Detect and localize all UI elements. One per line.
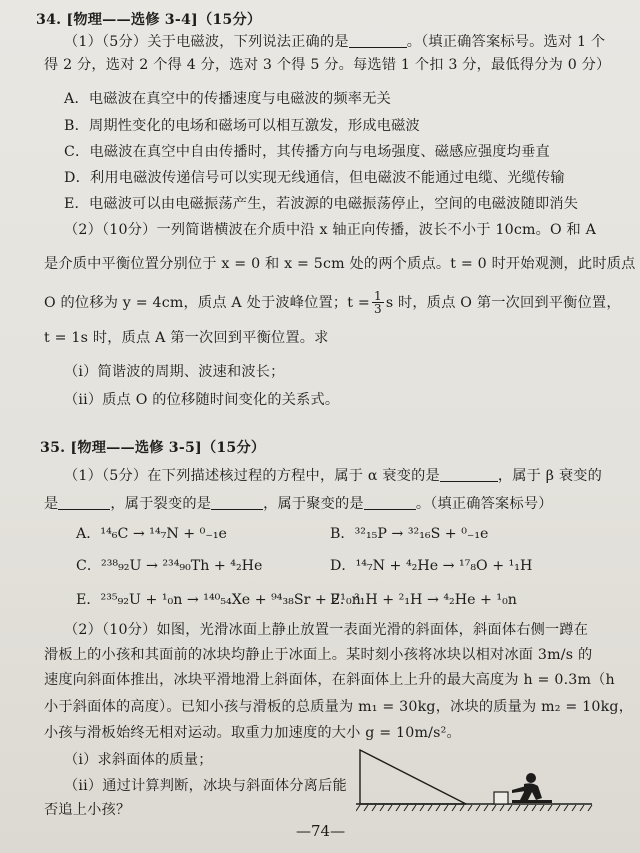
ice-block bbox=[494, 792, 508, 804]
q34-sub-ii: （ii）质点 O 的位移随时间变化的关系式。 bbox=[64, 392, 340, 408]
q34-part1-scoring: 得 2 分，选对 2 个得 4 分，选对 3 个得 5 分。每选错 1 个扣 3 分，最低得分为 0 分） bbox=[44, 57, 611, 73]
q35-part2-line5: 小孩与滑板始终无相对运动。取重力加速度的大小 g = 10m/s²。 bbox=[44, 725, 461, 741]
equation-d: D．¹⁴₇N + ⁴₂He → ¹⁷₈O + ¹₁H bbox=[330, 558, 533, 574]
fraction-denominator: 3 bbox=[374, 302, 382, 316]
q35-part1-c: 是 bbox=[44, 496, 59, 512]
equation-c: C．²³⁸₉₂U → ²³⁴₉₀Th + ⁴₂He bbox=[76, 558, 263, 574]
q35-part2-line1: （2）（10分）如图，光滑冰面上静止放置一表面光滑的斜面体，斜面体右侧一蹲在 bbox=[64, 622, 589, 638]
q35-part2-line2: 滑板上的小孩和其面前的冰块均静止于冰面上。某时刻小孩将冰块以相对冰面 3m/s 的 bbox=[44, 647, 593, 663]
q35-part1-line2 bbox=[44, 494, 553, 514]
answer-blank bbox=[349, 33, 407, 48]
equation-e: E．²³⁵₉₂U + ¹₀n → ¹⁴⁰₅₄Xe + ⁹⁴₃₈Sr + 2¹₀n bbox=[76, 592, 361, 608]
q34-part2-line2: 是介质中平衡位置分别位于 x = 0 和 x = 5cm 处的两个质点。t = 0 时开始观测，此时质点 bbox=[44, 256, 636, 272]
q35-part1-f: 。（填正确答案标号） bbox=[415, 496, 553, 512]
answer-blank-fusion bbox=[364, 495, 416, 510]
equation-b: B．³²₁₅P → ³²₁₆S + ⁰₋₁e bbox=[330, 526, 489, 542]
page-number: —74— bbox=[296, 822, 346, 840]
answer-blank-fission bbox=[211, 495, 263, 510]
q35-part1-line1 bbox=[64, 466, 602, 486]
q34-part2-line4: t = 1s 时，质点 A 第一次回到平衡位置。求 bbox=[44, 330, 329, 346]
sled bbox=[512, 800, 552, 803]
incline-figure bbox=[356, 746, 596, 818]
q34-option-b: B．周期性变化的电场和磁场可以相互激发，形成电磁波 bbox=[64, 118, 420, 134]
q34-part2-line3a: O 的位移为 y = 4cm，质点 A 处于波峰位置；t = bbox=[44, 295, 370, 311]
answer-blank-beta bbox=[58, 495, 110, 510]
q35-sub-ii-b: 否追上小孩？ bbox=[44, 802, 131, 818]
q35-header: 35. [物理——选修 3-5]（15分） bbox=[40, 440, 266, 456]
q34-part1-intro-a: （1）（5分）关于电磁波，下列说法正确的是 bbox=[64, 34, 349, 50]
q35-part1-b: ，属于 β 衰变的 bbox=[497, 468, 603, 484]
fraction-numerator: 1 bbox=[374, 289, 382, 303]
q35-sub-ii-a: （ii）通过计算判断，冰块与斜面体分离后能 bbox=[64, 778, 347, 794]
q34-sub-i: （i）简谐波的周期、波速和波长； bbox=[64, 364, 285, 380]
q34-part2-line1: （2）（10分）一列简谐横波在介质中沿 x 轴正向传播，波长不小于 10cm。O 和 A bbox=[64, 222, 597, 238]
ice-surface bbox=[356, 804, 592, 811]
child-figure bbox=[512, 773, 542, 800]
q35-part2-line3: 速度向斜面体推出，冰块平滑地滑上斜面体，在斜面体上上升的最大高度为 h = 0.3m（h bbox=[44, 672, 615, 688]
fraction bbox=[372, 290, 384, 315]
incline-block bbox=[360, 750, 466, 804]
q35-sub-i: （i）求斜面体的质量； bbox=[64, 752, 213, 768]
q35-part1-d: ，属于裂变的是 bbox=[110, 496, 212, 512]
q35-part2-line4: 小于斜面体的高度）。已知小孩与滑板的总质量为 m₁ = 30kg，冰块的质量为 m₂ = 10kg， bbox=[44, 699, 634, 715]
equation-a: A．¹⁴₆C → ¹⁴₇N + ⁰₋₁e bbox=[76, 526, 227, 542]
equation-f: F．³₁H + ²₁H → ⁴₂He + ¹₀n bbox=[330, 592, 517, 608]
q34-header: 34. [物理——选修 3-4]（15分） bbox=[36, 12, 262, 28]
q34-option-a: A．电磁波在真空中的传播速度与电磁波的频率无关 bbox=[64, 91, 391, 107]
q34-part1-intro-b: 。（填正确答案标号。选对 1 个 bbox=[406, 34, 606, 50]
q34-part1-intro bbox=[64, 32, 605, 52]
q34-option-d: D．利用电磁波传递信号可以实现无线通信，但电磁波不能通过电缆、光缆传输 bbox=[64, 170, 565, 186]
answer-blank-alpha bbox=[440, 467, 498, 482]
q35-part1-e: ，属于聚变的是 bbox=[263, 496, 364, 512]
q35-part1-a: （1）（5分）在下列描述核过程的方程中，属于 α 衰变的是 bbox=[64, 468, 440, 484]
q34-part2-line3 bbox=[44, 290, 621, 315]
q34-option-c: C．电磁波在真空中自由传播时，其传播方向与电场强度、磁感应强度均垂直 bbox=[64, 144, 550, 160]
q34-part2-line3b: s 时，质点 O 第一次回到平衡位置， bbox=[385, 295, 621, 311]
q34-option-e: E．电磁波可以由电磁振荡产生，若波源的电磁振荡停止，空间的电磁波随即消失 bbox=[64, 196, 579, 212]
